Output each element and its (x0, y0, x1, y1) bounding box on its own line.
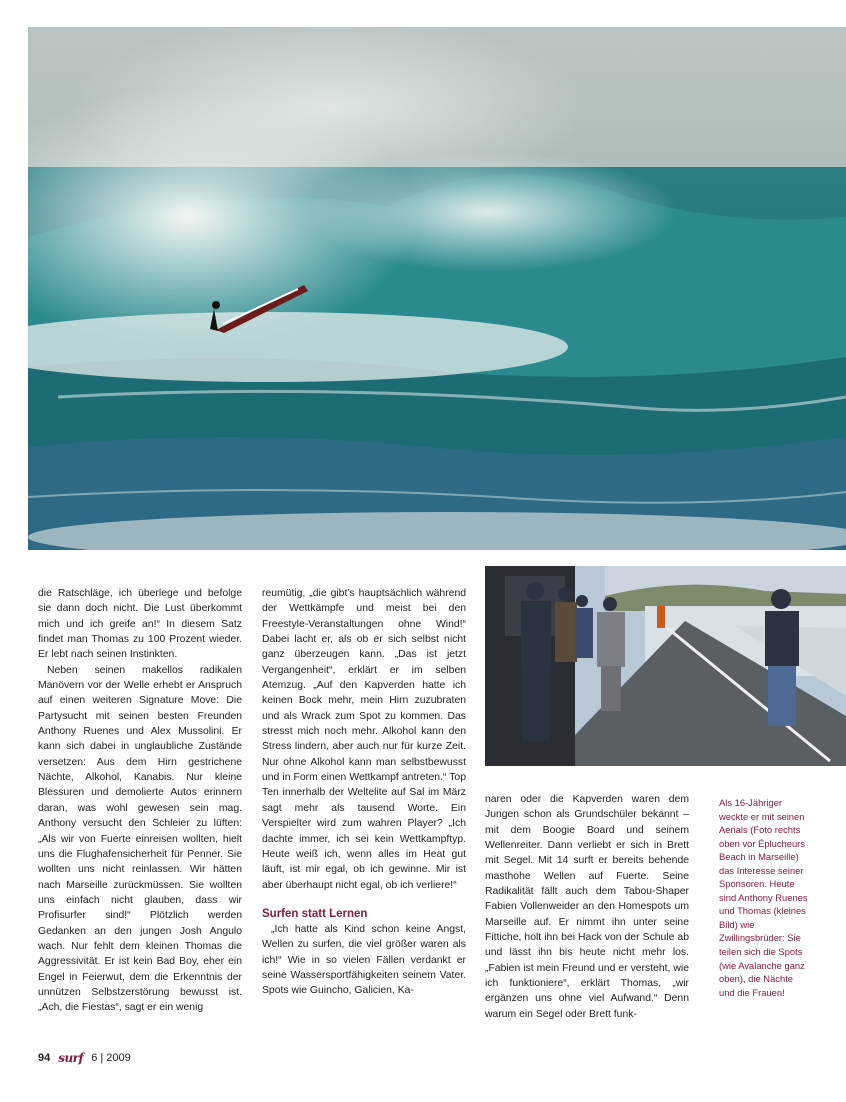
body-column-1 (38, 586, 242, 1016)
paragraph: naren oder die Kapverden waren dem Jungen schon als Grundschüler bekannt – mit dem Boogie Board und seinem Wellenreiter. Dann verliebt er sich in Brett mit Segel. Mit 14 surft er bereits behende masthohe Wellen auf Fuerte. Seine Radikalität fällt auch dem Tabou-Shaper Fabien Vollenweider an den Homespots um Marseille auf. Er nimmt ihn unter seine Fittiche, holt ihn bei Hack von der Schule ab und lässt ihn bis heute nicht mehr los. „Fabien ist mein Freund und er versteht, wie ich funktioniere“, erklärt Thomas, „wir ergänzen uns ohne viel Aufwand.“ Denn warum ein Segel oder Brett funk- (485, 794, 689, 1020)
paragraph: „Ich hatte als Kind schon keine Angst, Wellen zu surfen, die viel größer waren als ich!“ Wie in so vielen Fällen verdankt er seine Wassersportfähigkeiten seinem Vater. Spots wie Guincho, Galicien, Ka- (262, 923, 466, 997)
page-number: 94 (38, 1052, 51, 1064)
hero-wave-photo (28, 27, 846, 550)
group-photo (485, 566, 846, 766)
wave-illustration (28, 27, 846, 550)
group-illustration (485, 566, 846, 766)
body-column-2 (262, 586, 466, 999)
issue-date: 6 | 2009 (91, 1052, 131, 1064)
body-column-3 (485, 792, 689, 1022)
paragraph: Neben seinen makellos radikalen Manövern vor der Welle erhebt er Anspruch auf einen weiteren Signature Move: Die Partysucht mit seinen besten Freunden Anthony Ruenes und Alex Mussolini. Er kann sich dabei in unglaubliche Zustände versetzen: Aus dem Hirn gestrichene Nächte, Alkohol, Kanabis. Nur kleine Blessuren und demolierte Autos erinnern daran, was wohl gewesen sein mag. Anthony versucht den Schleier zu lüften: „Als wir von Fuerte einreisen wollten, hielt uns die Flughafensicherheit für Penner. Sie wollten uns nicht reinlassen. Wir hätten nach Marseille zurückmüssen. Sie wollten uns einfach nicht glauben, dass wir Profisurfer sind!“ Plötzlich werden Gedanken an den jungen Josh Angulo wach. Nur fehlt dem kleinen Thomas die Aggressivität. Er ist kein Bad Boy, eher ein Engel in Feierwut, dem die Erkenntnis der unnützen Selbstzerstörung bewusst ist. „Ach, die Fiestas“, sagt er ein wenig (38, 664, 242, 1014)
page-footer (38, 1051, 131, 1065)
paragraph: die Ratschläge, ich überlege und befolge sie dann doch nicht. Die Lust überkommt mich und ich greife an!“ In diesem Satz findet man Thomas zu 100 Prozent wieder. Er lebt nach seinen Instinkten. (38, 588, 242, 661)
magazine-logo: surf (58, 1051, 84, 1065)
section-subheading: Surfen statt Lernen (262, 907, 368, 920)
paragraph: reumütig, „die gibt’s hauptsächlich während der Wettkämpfe und meist bei den Freestyle-Veranstaltungen ohne Wind!“ Dabei lacht er, als ob er sich selbst nicht ganz überzeugen kann. „Das ist jetzt Vergangenheit“, erklärt er im selben Atemzug. „Auf den Kapverden hatte ich keinen Bock mehr, mein Hirn zuzubraten und als Wrack zum Spot zu kommen. Das stresst mich noch mehr. Alkohol kann den Stress lindern, aber auch nur für kurze Zeit. Nur ohne Alkohol kann man selbstbewusst und in Form einen Wettkampf antreten.“ Top Ten innerhalb der Weltelite auf Sal im März sagt mehr als tausend Worte. Ein Verspielter wird zum wahren Player? „Ich dachte immer, ich sei kein Wettkampftyp. Heute weiß ich, wenn alles im Heat gut läuft, ist mir egal, ob ich gewinne. Mir ist aber überhaupt nicht egal, ob ich verliere!“ (262, 588, 466, 891)
photo-caption: Als 16-Jähriger weckte er mit seinen Aerials (Foto rechts oben vor Éplucheurs Beach in Marseille) das Interesse seiner Sponsoren. Heute sind Anthony Ruenes und Thomas (kleines Bild) wie Zwillingsbrüder: Sie teilen sich die Spots (wie Avalanche ganz oben), die Nächte und die Frauen! (719, 797, 808, 998)
